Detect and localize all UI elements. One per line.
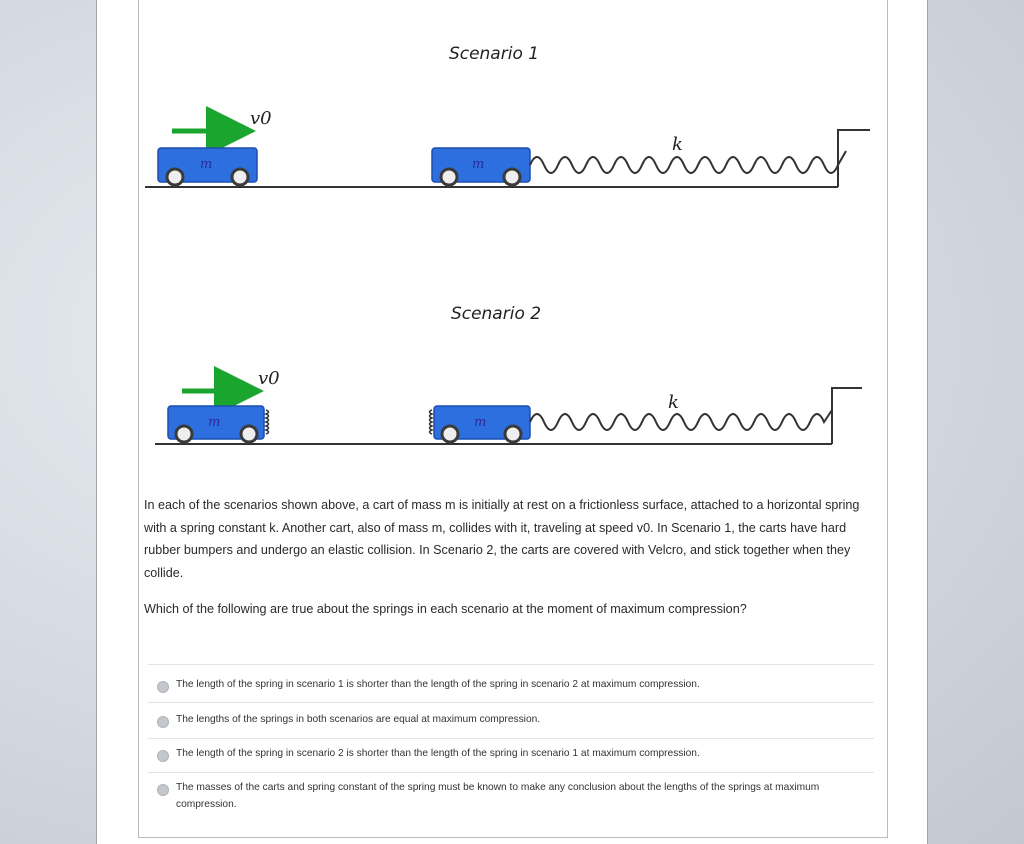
answer-option-2[interactable]	[148, 702, 874, 738]
svg-text:m: m	[200, 157, 213, 172]
spring-coil	[530, 151, 846, 173]
option-label: The lengths of the springs in both scenarios are equal at maximum compression.	[176, 714, 541, 725]
radio-button[interactable]	[157, 681, 169, 693]
option-label: The length of the spring in scenario 1 is shorter than the length of the spring in scenario 2 at maximum compression.	[176, 679, 700, 690]
svg-text:m: m	[474, 415, 487, 430]
stationary-cart	[430, 406, 531, 442]
answer-option-3[interactable]	[148, 738, 874, 772]
problem-description: In each of the scenarios shown above, a cart of mass m is initially at rest on a frictionless surface, attached to a horizontal spring with a spring constant k. Another cart, also of mass m, collides with it, traveling at speed v0. In Scenario 1, the carts have hard rubber bumpers and undergo an elastic collision. In Scenario 2, the carts are covered with Velcro, and stick together when they collide.	[144, 498, 860, 580]
velcro-pad	[430, 410, 433, 434]
spring-constant-label: k	[672, 134, 683, 155]
answer-option-4[interactable]	[148, 772, 874, 822]
wall	[832, 388, 862, 444]
radio-button[interactable]	[157, 716, 169, 728]
stationary-cart	[432, 148, 530, 185]
spring-coil	[530, 410, 832, 430]
option-label: The masses of the carts and spring constant of the spring must be known to make any conclusion about the lengths of the springs at maximum compression.	[176, 782, 820, 810]
radio-button[interactable]	[157, 750, 169, 762]
velcro-pad	[266, 410, 269, 434]
scenario-1-diagram	[145, 108, 870, 187]
answer-option-1[interactable]	[148, 664, 874, 702]
moving-cart	[158, 148, 257, 185]
question-text: Which of the following are true about the springs in each scenario at the moment of maximum compression?	[144, 602, 747, 616]
scenario-1-title: Scenario 1	[448, 44, 540, 64]
svg-text:m: m	[208, 415, 221, 430]
svg-text:m: m	[472, 157, 485, 172]
moving-cart	[168, 406, 269, 442]
velocity-label: v0	[258, 368, 280, 389]
scenario-2-title: Scenario 2	[450, 304, 542, 324]
option-label: The length of the spring in scenario 2 is shorter than the length of the spring in scenario 1 at maximum compression.	[176, 748, 700, 759]
velocity-label: v0	[250, 108, 272, 129]
scenario-2-diagram	[155, 368, 862, 444]
radio-button[interactable]	[157, 784, 169, 796]
spring-constant-label: k	[668, 392, 679, 413]
